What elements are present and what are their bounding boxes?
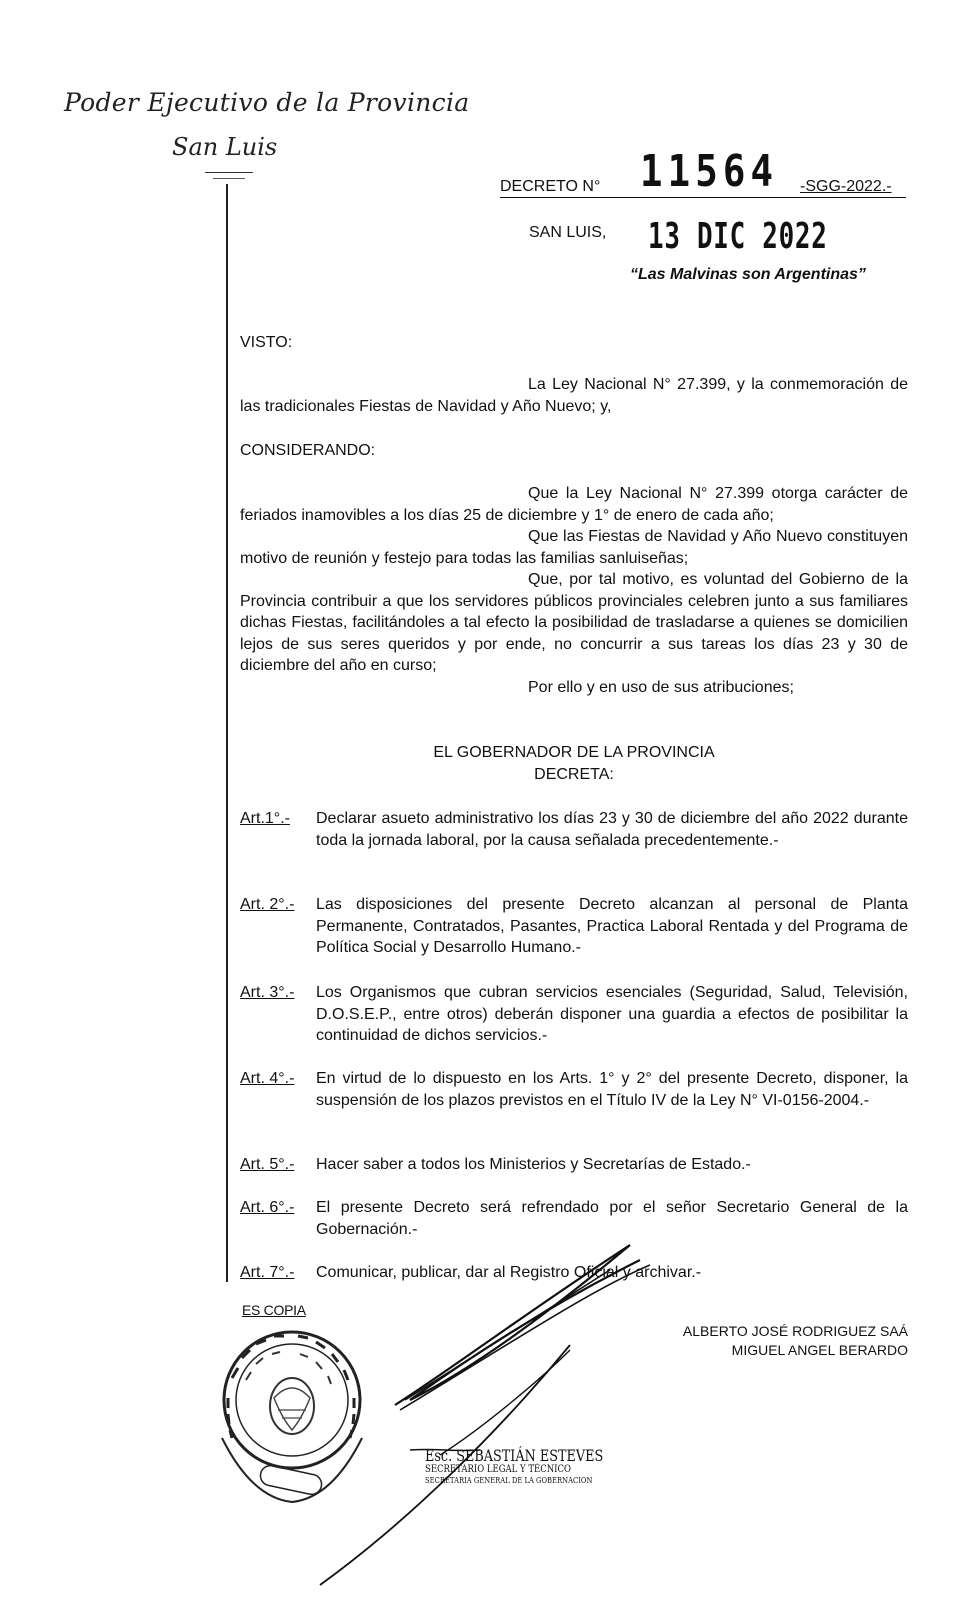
letterhead-rule-short: [213, 178, 245, 179]
decree-number-line: [500, 146, 892, 197]
article-text: El presente Decreto será refrendado por el señor Secretario General de la Gobernación.-: [316, 1199, 908, 1238]
letterhead-subtitle: San Luis: [172, 133, 278, 161]
decree-number: 11564: [640, 146, 779, 197]
article-text: En virtud de lo dispuesto en los Arts. 1° y 2° del presente Decreto, disponer, la suspensión de los plazos previstos en el Título IV de la Ley N° VI-0156-2004.-: [316, 1070, 908, 1109]
article-text: Declarar asueto administrativo los días 23 y 30 de diciembre del año 2022 durante toda la jornada laboral, por la causa señalada precedentemente.-: [316, 810, 908, 849]
considerando-body: [240, 483, 908, 698]
considerando-heading: CONSIDERANDO:: [240, 442, 376, 459]
decree-label: DECRETO N°: [500, 178, 601, 195]
article-6: [240, 1197, 908, 1240]
article-3: [240, 982, 908, 1047]
visto-heading: VISTO:: [240, 334, 293, 351]
article-number: Art. 5°.-: [240, 1156, 295, 1173]
margin-line: [226, 184, 228, 1282]
place: SAN LUIS,: [529, 224, 607, 241]
article-number: Art. 6°.-: [240, 1199, 295, 1216]
signer-name: MIGUEL ANGEL BERARDO: [731, 1342, 908, 1358]
article-2: [240, 894, 908, 959]
signature-scribble-icon: [300, 1240, 680, 1590]
es-copia-label: ES COPIA: [242, 1302, 306, 1318]
considerando-paragraph: Que la Ley Nacional N° 27.399 otorga carácter de feriados inamovibles a los días 25 de diciembre y 1° de enero de cada año;: [240, 485, 908, 524]
decree-underline: [500, 197, 906, 198]
visto-paragraph: La Ley Nacional N° 27.399, y la conmemoración de las tradicionales Fiestas de Navidad y Año Nuevo; y,: [240, 376, 908, 415]
article-number: Art. 4°.-: [240, 1070, 295, 1087]
resolution-heading: [240, 742, 908, 785]
article-text: Los Organismos que cubran servicios esenciales (Seguridad, Salud, Televisión, D.O.S.E.P., entre otros) deberán disponer una guardia a efectos de posibilitar la continuidad de dichos servicios.-: [316, 984, 908, 1044]
article-5: [240, 1154, 908, 1176]
motto-text: Las Malvinas son Argentinas: [638, 266, 858, 283]
decree-suffix: -SGG-2022.-: [800, 178, 892, 195]
governor-line: EL GOBERNADOR DE LA PROVINCIA: [433, 744, 715, 761]
article-text: Las disposiciones del presente Decreto alcanzan al personal de Planta Permanente, Contratados, Pasantes, Practica Laboral Rentada y del Programa de Política Social y Desarrollo Humano.-: [316, 896, 908, 956]
article-number: Art. 3°.-: [240, 984, 295, 1001]
motto-quote-close: ”: [857, 266, 866, 283]
considerando-paragraph: Por ello y en uso de sus atribuciones;: [528, 678, 794, 696]
article-text: Hacer saber a todos los Ministerios y Secretarías de Estado.-: [316, 1156, 751, 1173]
stamp-role: SECRETARIO LEGAL Y TÉCNICO: [425, 1464, 572, 1475]
stamp-name: Esc. SEBASTIÁN ESTEVES: [425, 1446, 604, 1465]
motto-quote-open: “: [630, 266, 638, 283]
article-text: Comunicar, publicar, dar al Registro Oficial y archivar.-: [316, 1264, 702, 1281]
motto: [630, 266, 866, 284]
signer-name: ALBERTO JOSÉ RODRIGUEZ SAÁ: [682, 1323, 908, 1339]
stamp-department: SECRETARIA GENERAL DE LA GOBERNACIÓN: [425, 1476, 593, 1485]
considerando-paragraph: Que, por tal motivo, es voluntad del Gobierno de la Provincia contribuir a que los servidores públicos provinciales celebren junto a sus familiares dichas Fiestas, facilitándoles a tal efecto la posibilidad de trasladarse a quienes se domicilien lejos de sus seres queridos y por ende, no concurrir a sus tareas los días 23 y 30 de diciembre del año en curso;: [240, 571, 908, 674]
decreta-line: DECRETA:: [534, 765, 614, 783]
article-number: Art. 2°.-: [240, 896, 295, 913]
article-number: Art. 7°.-: [240, 1264, 295, 1281]
article-4: [240, 1068, 908, 1111]
letterhead-rule: [205, 172, 253, 173]
signature-stamp: [425, 1446, 648, 1486]
date-stamp: 13 DIC 2022: [648, 216, 828, 257]
article-number: Art.1°.-: [240, 810, 290, 827]
article-1: [240, 808, 908, 851]
letterhead-title: Poder Ejecutivo de la Provincia: [64, 88, 470, 117]
considerando-paragraph: Que las Fiestas de Navidad y Año Nuevo constituyen motivo de reunión y festejo para todas las familias sanluiseñas;: [240, 528, 908, 567]
